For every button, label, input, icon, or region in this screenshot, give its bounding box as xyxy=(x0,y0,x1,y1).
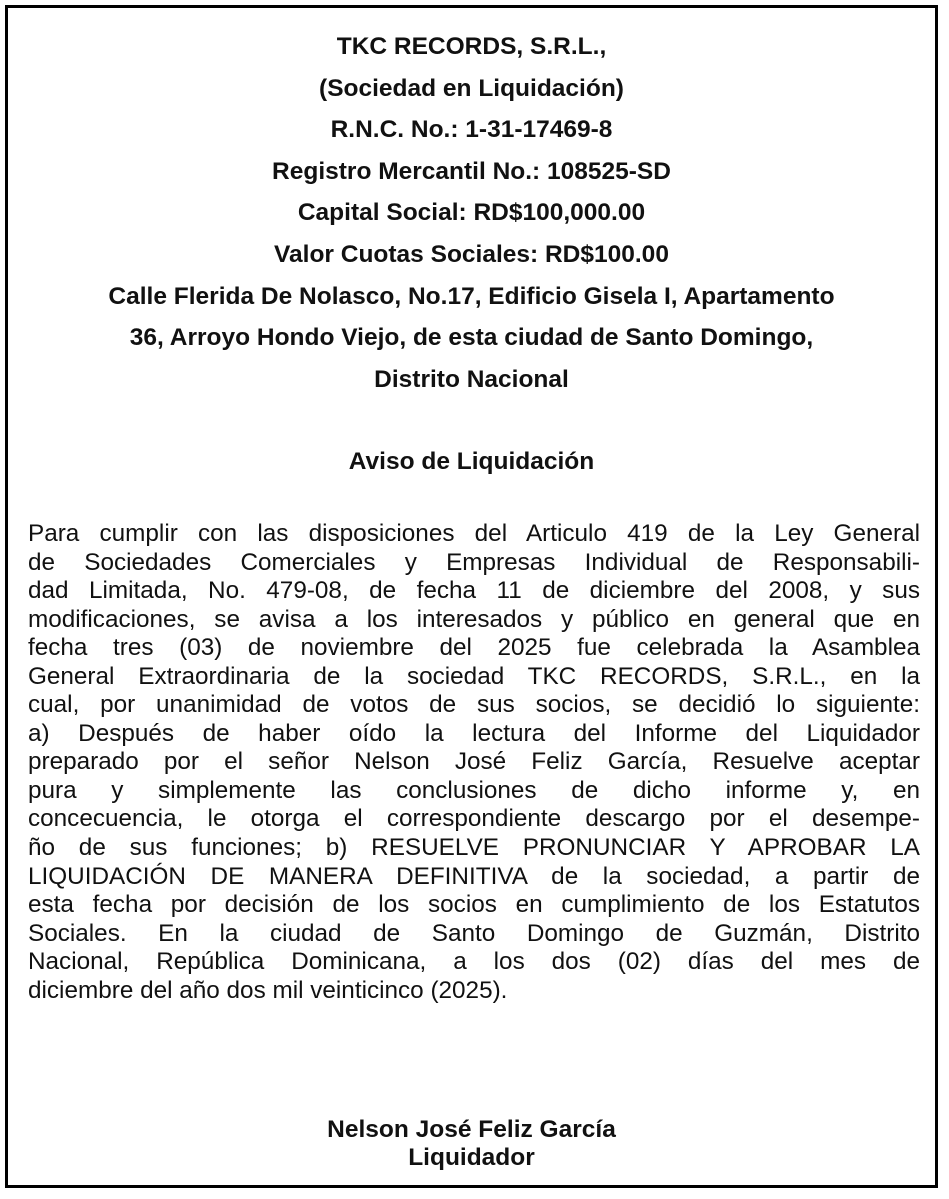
address-line: Calle Flerida De Nolasco, No.17, Edificio Gisela I, Apartamento xyxy=(108,282,835,310)
body-line: fecha tres (03) de noviembre del 2025 fue celebrada la Asamblea xyxy=(28,634,920,662)
body-line: Nacional, República Dominicana, a los dos (02) días del mes de xyxy=(28,948,920,976)
body-line: a) Después de haber oído la lectura del Informe del Liquidador xyxy=(28,719,920,747)
body-line: cual, por unanimidad de votos de sus socios, se decidió lo siguiente: xyxy=(28,691,920,719)
rnc-number: R.N.C. No.: 1-31-17469-8 xyxy=(330,116,613,144)
signatory-name: Nelson José Feliz García xyxy=(327,1116,616,1143)
body-line: dad Limitada, No. 479-08, de fecha 11 de diciembre del 2008, y sus xyxy=(28,577,920,605)
body-line: ño de sus funciones; b) RESUELVE PRONUNCIAR Y APROBAR LA xyxy=(28,834,920,862)
signature-block xyxy=(8,1116,935,1172)
body-line: LIQUIDACIÓN DE MANERA DEFINITIVA de la sociedad, a partir de xyxy=(28,862,920,890)
company-name: TKC RECORDS, S.R.L., xyxy=(336,33,607,60)
body-line: pura y simplemente las conclusiones de dicho informe y, en xyxy=(28,776,920,804)
body-line: esta fecha por decisión de los socios en cumplimiento de los Estatutos xyxy=(28,891,920,919)
company-status: (Sociedad en Liquidación) xyxy=(319,74,624,102)
body-line: de Sociedades Comerciales y Empresas Individual de Responsabili- xyxy=(28,548,920,576)
notice-body xyxy=(28,520,920,1005)
body-line: Para cumplir con las disposiciones del Articulo 419 de la Ley General xyxy=(28,520,920,547)
registro-mercantil: Registro Mercantil No.: 108525-SD xyxy=(272,157,671,185)
body-line: General Extraordinaria de la sociedad TKC RECORDS, S.R.L., en la xyxy=(28,662,920,690)
valor-cuotas: Valor Cuotas Sociales: RD$100.00 xyxy=(274,240,669,268)
notice-frame xyxy=(5,5,938,1188)
address-line: Distrito Nacional xyxy=(374,365,569,393)
body-line: Sociales. En la ciudad de Santo Domingo de Guzmán, Distrito xyxy=(28,919,920,947)
capital-social: Capital Social: RD$100,000.00 xyxy=(297,199,646,227)
notice-title: Aviso de Liquidación xyxy=(348,448,595,475)
company-header xyxy=(8,26,935,400)
body-line: diciembre del año dos mil veinticinco (2025). xyxy=(28,976,508,1004)
signatory-role: Liquidador xyxy=(408,1144,535,1171)
body-line: concecuencia, le otorga el correspondiente descargo por el desempe- xyxy=(28,805,920,833)
address-line: 36, Arroyo Hondo Viejo, de esta ciudad de Santo Domingo, xyxy=(129,324,814,352)
body-line: modificaciones, se avisa a los interesados y público en general que en xyxy=(28,605,920,633)
body-line: preparado por el señor Nelson José Feliz García, Resuelve aceptar xyxy=(28,748,920,776)
